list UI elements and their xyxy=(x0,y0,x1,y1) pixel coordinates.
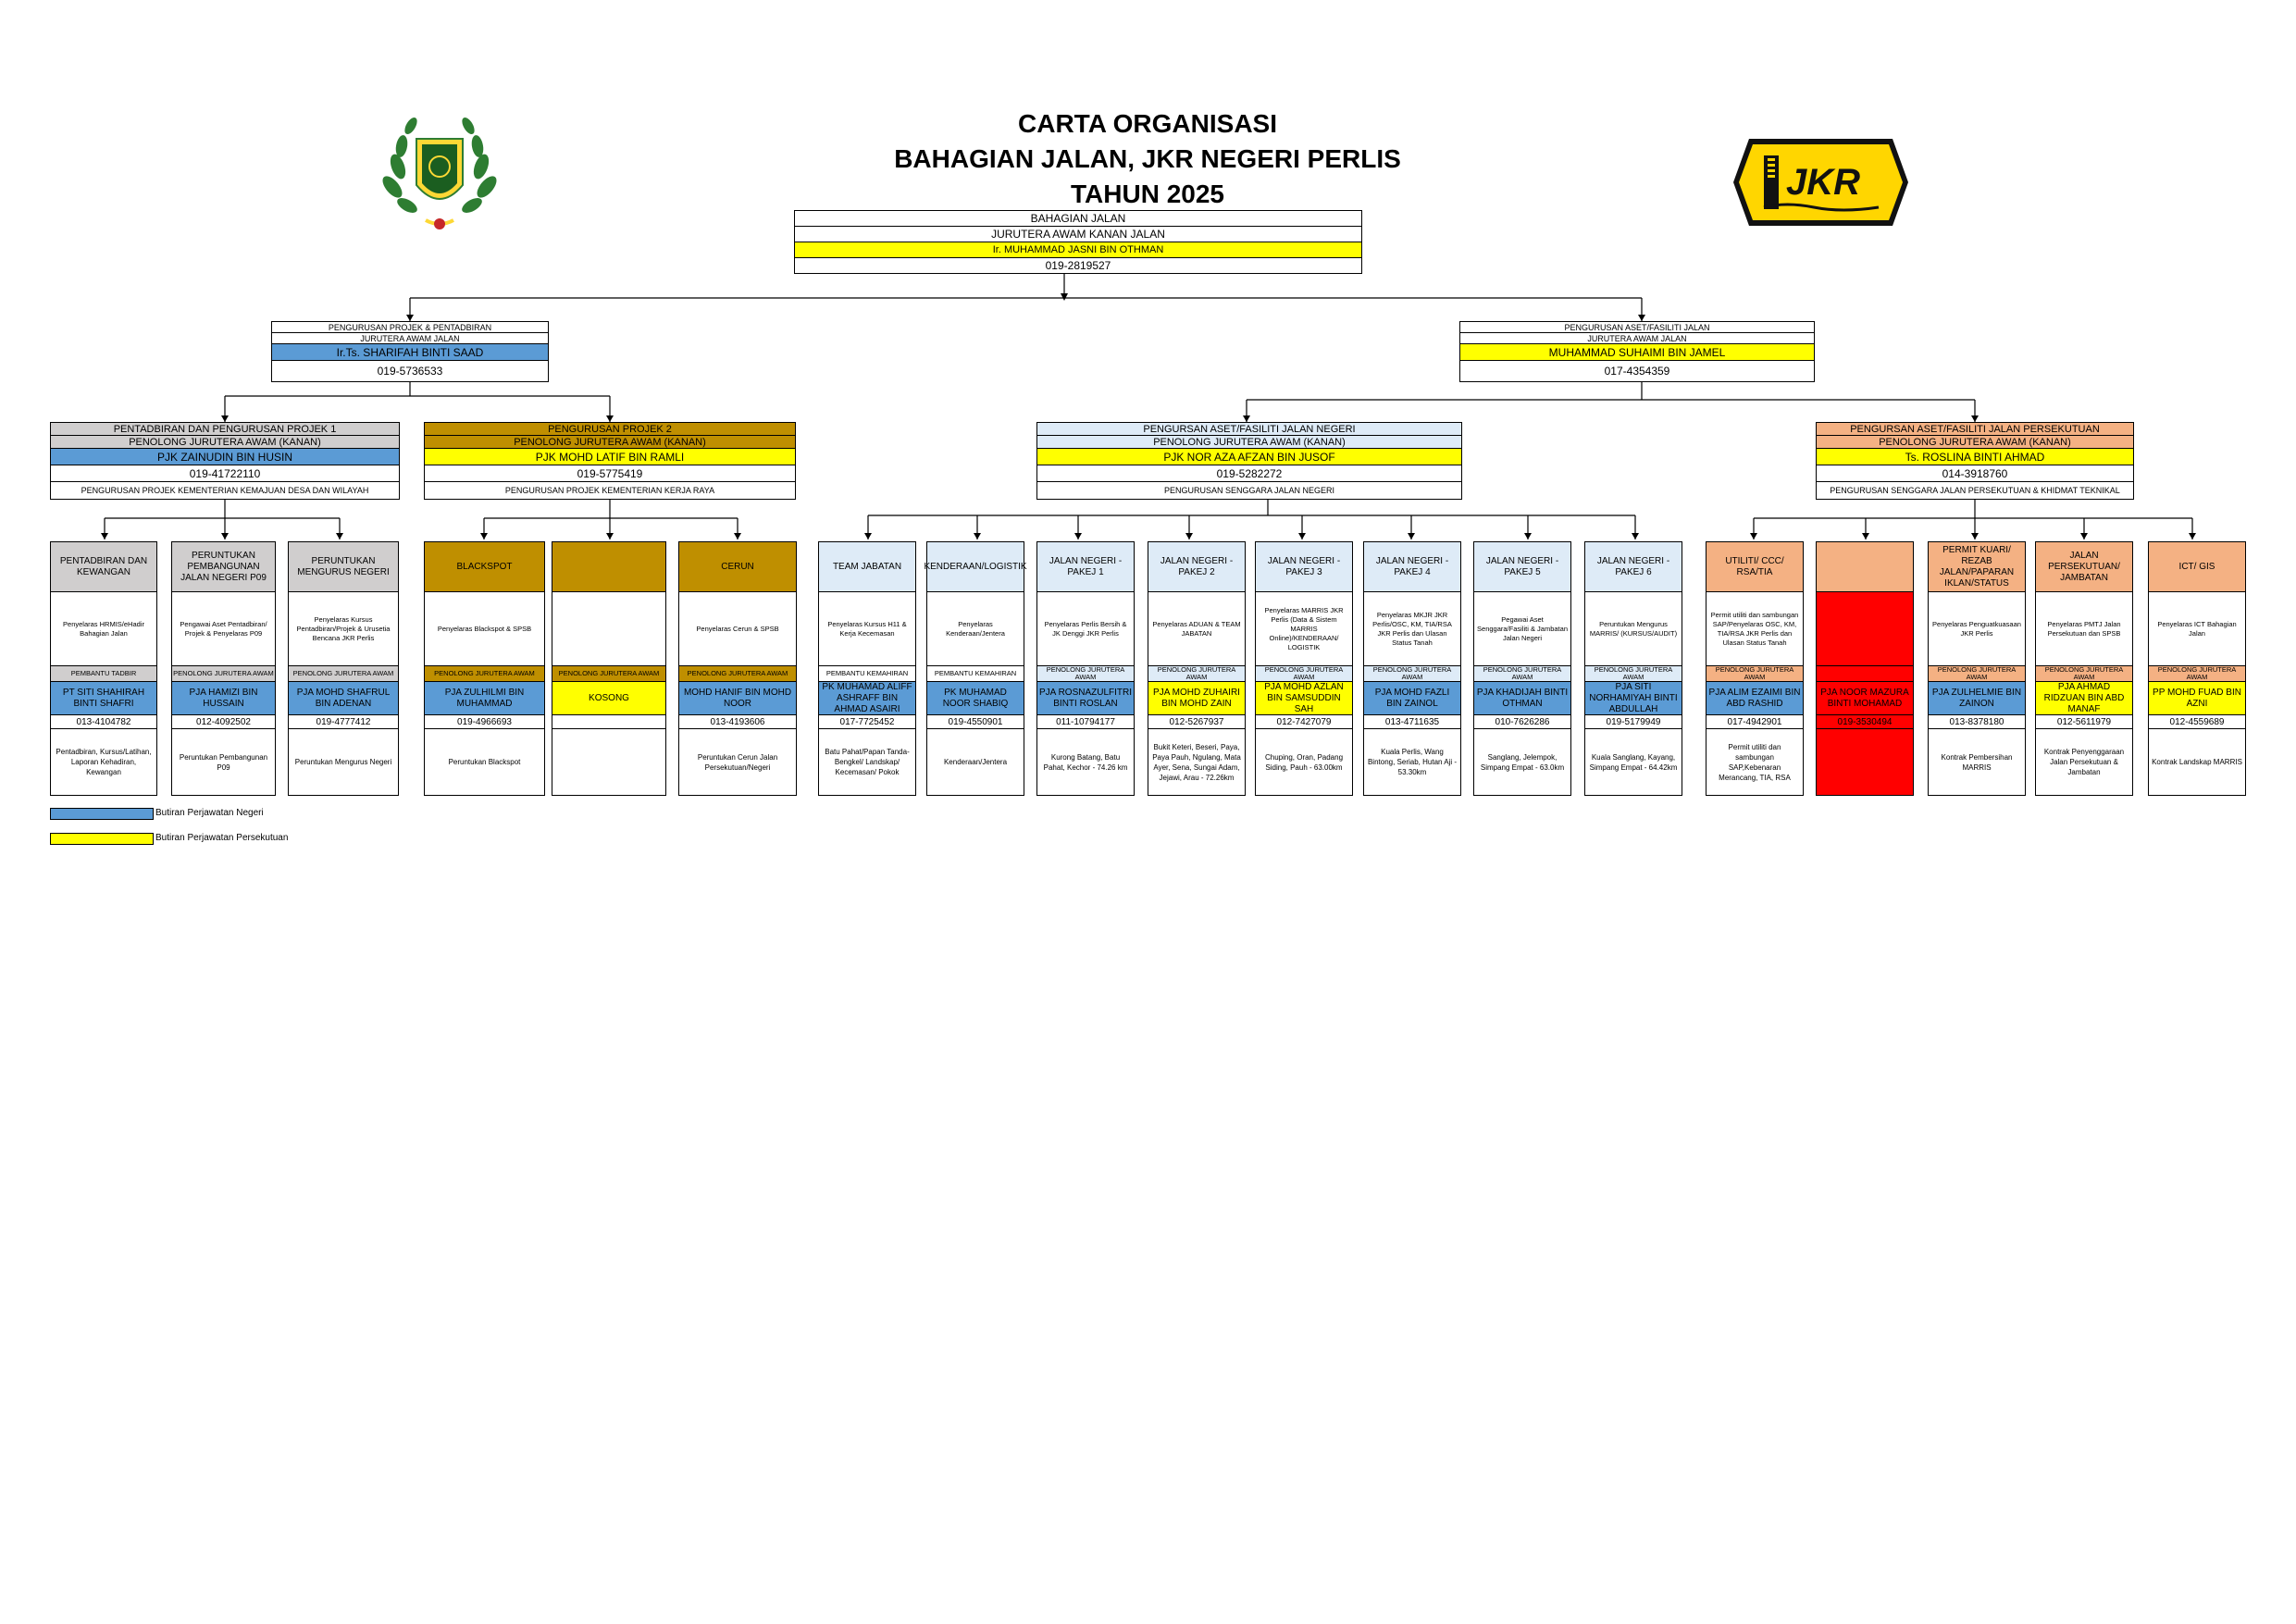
level3-box-jalan-negeri xyxy=(1036,422,1462,500)
column-description: Penyelaras Cerun & SPSB xyxy=(679,592,796,666)
column-post-title: PENOLONG JURUTERA AWAM xyxy=(2149,666,2245,682)
position-column xyxy=(50,541,157,796)
level3-name: PJK ZAINUDIN BIN HUSIN xyxy=(51,449,399,465)
column-phone: 013-4711635 xyxy=(1364,715,1460,729)
column-post-title: PENOLONG JURUTERA AWAM xyxy=(1474,666,1570,682)
chart-title-line1: CARTA ORGANISASI xyxy=(1018,109,1277,138)
column-area: Batu Pahat/Papan Tanda-Bengkel/ Landskap/ Kecemasan/ Pokok xyxy=(819,729,915,795)
column-description: Penyelaras Penguatkuasaan JKR Perlis xyxy=(1929,592,2025,666)
column-officer-name: KOSONG xyxy=(552,682,665,715)
top-name: Ir. MUHAMMAD JASNI BIN OTHMAN xyxy=(795,242,1361,258)
column-heading: PERMIT KUARI/ REZAB JALAN/PAPARAN IKLAN/STATUS xyxy=(1929,542,2025,592)
position-column xyxy=(288,541,399,796)
column-heading: JALAN NEGERI - PAKEJ 5 xyxy=(1474,542,1570,592)
level3-phone: 019-5282272 xyxy=(1037,465,1461,482)
column-description: Penyelaras HRMIS/eHadir Bahagian Jalan xyxy=(51,592,156,666)
column-post-title: PENOLONG JURUTERA AWAM xyxy=(289,666,398,682)
column-description xyxy=(552,592,665,666)
column-phone: 019-4550901 xyxy=(927,715,1024,729)
column-heading: PERUNTUKAN PEMBANGUNAN JALAN NEGERI P09 xyxy=(172,542,275,592)
chart-title-line3: TAHUN 2025 xyxy=(1071,180,1224,208)
column-post-title xyxy=(1817,666,1913,682)
column-description: Pegawai Aset Senggara/Fasiliti & Jambatan Jalan Negeri xyxy=(1474,592,1570,666)
position-column xyxy=(1363,541,1461,796)
column-phone: 011-10794177 xyxy=(1037,715,1134,729)
column-area: Sanglang, Jelempok, Simpang Empat - 63.0km xyxy=(1474,729,1570,795)
level2-unit: PENGURUSAN PROJEK & PENTADBIRAN xyxy=(272,322,548,333)
legend-label-persekutuan: Butiran Perjawatan Persekutuan xyxy=(155,833,289,843)
level3-name: Ts. ROSLINA BINTI AHMAD xyxy=(1817,449,2133,465)
level3-note: PENGURUSAN SENGGARA JALAN NEGERI xyxy=(1037,482,1461,498)
column-description: Penyelaras Perlis Bersih & JK Denggi JKR Perlis xyxy=(1037,592,1134,666)
column-description: Penyelaras MARRIS JKR Perlis (Data & Sistem MARRIS Online)/KENDERAAN/ LOGISTIK xyxy=(1256,592,1352,666)
column-heading: PERUNTUKAN MENGURUS NEGERI xyxy=(289,542,398,592)
column-officer-name: PJA NOOR MAZURA BINTI MOHAMAD xyxy=(1817,682,1913,715)
level2-name: MUHAMMAD SUHAIMI BIN JAMEL xyxy=(1460,344,1814,361)
column-heading: JALAN NEGERI - PAKEJ 4 xyxy=(1364,542,1460,592)
column-phone: 019-4777412 xyxy=(289,715,398,729)
column-heading xyxy=(552,542,665,592)
column-post-title: PENOLONG JURUTERA AWAM xyxy=(425,666,544,682)
column-post-title: PEMBANTU KEMAHIRAN xyxy=(927,666,1024,682)
level2-name: Ir.Ts. SHARIFAH BINTI SAAD xyxy=(272,344,548,361)
column-officer-name: PK MUHAMAD ALIFF ASHRAFF BIN AHMAD ASAIRI xyxy=(819,682,915,715)
position-column xyxy=(1816,541,1914,796)
column-description: Penyelaras Kursus H11 & Kerja Kecemasan xyxy=(819,592,915,666)
column-area: Kuala Sanglang, Kayang, Simpang Empat - 64.42km xyxy=(1585,729,1682,795)
column-officer-name: PJA ZULHELMIE BIN ZAINON xyxy=(1929,682,2025,715)
position-column xyxy=(1584,541,1682,796)
position-column xyxy=(678,541,797,796)
column-area: Pentadbiran, Kursus/Latihan, Laporan Kehadiran, Kewangan xyxy=(51,729,156,795)
level3-unit: PENGURUSAN PROJEK 2 xyxy=(425,423,795,436)
level2-box-projek xyxy=(271,321,549,382)
column-heading: JALAN NEGERI - PAKEJ 6 xyxy=(1585,542,1682,592)
column-area: Peruntukan Mengurus Negeri xyxy=(289,729,398,795)
column-officer-name: PJA HAMIZI BIN HUSSAIN xyxy=(172,682,275,715)
position-column xyxy=(1706,541,1804,796)
column-phone xyxy=(552,715,665,729)
level3-phone: 019-41722110 xyxy=(51,465,399,482)
column-area: Kontrak Penyenggaraan Jalan Persekutuan & Jambatan xyxy=(2036,729,2132,795)
column-area: Bukit Keteri, Beseri, Paya, Paya Pauh, Ngulang, Mata Ayer, Sena, Sungai Adam, Jejawi, Arau - 72.26km xyxy=(1148,729,1245,795)
column-description: Penyelaras Blackspot & SPSB xyxy=(425,592,544,666)
level3-title: PENOLONG JURUTERA AWAM (KANAN) xyxy=(425,436,795,449)
level2-phone: 019-5736533 xyxy=(272,361,548,380)
column-post-title: PENOLONG JURUTERA AWAM xyxy=(1585,666,1682,682)
top-phone: 019-2819527 xyxy=(795,258,1361,273)
column-description: Penyelaras MKJR JKR Perlis/OSC, KM, TIA/RSA JKR Perlis dan Ulasan Status Tanah xyxy=(1364,592,1460,666)
level2-phone: 017-4354359 xyxy=(1460,361,1814,380)
column-officer-name: PJA ZULHILMI BIN MUHAMMAD xyxy=(425,682,544,715)
column-heading: JALAN PERSEKUTUAN/ JAMBATAN xyxy=(2036,542,2132,592)
column-officer-name: PJA MOHD ZUHAIRI BIN MOHD ZAIN xyxy=(1148,682,1245,715)
level3-title: PENOLONG JURUTERA AWAM (KANAN) xyxy=(51,436,399,449)
legend-swatch-negeri xyxy=(50,808,154,820)
column-area xyxy=(552,729,665,795)
column-description: Pengawai Aset Pentadbiran/ Projek & Penyelaras P09 xyxy=(172,592,275,666)
column-heading: PENTADBIRAN DAN KEWANGAN xyxy=(51,542,156,592)
level3-title: PENOLONG JURUTERA AWAM (KANAN) xyxy=(1817,436,2133,449)
column-officer-name: PP MOHD FUAD BIN AZNI xyxy=(2149,682,2245,715)
jkr-logo-icon xyxy=(1731,128,1911,237)
column-post-title: PENOLONG JURUTERA AWAM xyxy=(172,666,275,682)
column-officer-name: PJA MOHD SHAFRUL BIN ADENAN xyxy=(289,682,398,715)
top-title: JURUTERA AWAM KANAN JALAN xyxy=(795,227,1361,242)
column-post-title: PENOLONG JURUTERA AWAM xyxy=(1037,666,1134,682)
column-officer-name: MOHD HANIF BIN MOHD NOOR xyxy=(679,682,796,715)
level3-phone: 014-3918760 xyxy=(1817,465,2133,482)
column-post-title: PENOLONG JURUTERA AWAM xyxy=(1706,666,1803,682)
legend-swatch-persekutuan xyxy=(50,833,154,845)
position-column xyxy=(1036,541,1135,796)
column-heading: BLACKSPOT xyxy=(425,542,544,592)
level3-unit: PENTADBIRAN DAN PENGURUSAN PROJEK 1 xyxy=(51,423,399,436)
column-phone: 019-4966693 xyxy=(425,715,544,729)
top-unit: BAHAGIAN JALAN xyxy=(795,211,1361,227)
level3-box-jalan-persekutuan xyxy=(1816,422,2134,500)
top-position-box xyxy=(794,210,1362,274)
column-phone: 019-3530494 xyxy=(1817,715,1913,729)
position-column xyxy=(171,541,276,796)
perlis-crest-icon xyxy=(379,111,500,236)
position-column xyxy=(1473,541,1571,796)
column-phone: 017-4942901 xyxy=(1706,715,1803,729)
column-post-title: PENOLONG JURUTERA AWAM xyxy=(1929,666,2025,682)
column-officer-name: PJA ALIM EZAIMI BIN ABD RASHID xyxy=(1706,682,1803,715)
column-officer-name: PJA SITI NORHAMIYAH BINTI ABDULLAH xyxy=(1585,682,1682,715)
level3-unit: PENGURSAN ASET/FASILITI JALAN PERSEKUTUAN xyxy=(1817,423,2133,436)
column-area: Kenderaan/Jentera xyxy=(927,729,1024,795)
level3-name: PJK MOHD LATIF BIN RAMLI xyxy=(425,449,795,465)
chart-title-line2: BAHAGIAN JALAN, JKR NEGERI PERLIS xyxy=(894,144,1401,173)
column-area: Peruntukan Pembangunan P09 xyxy=(172,729,275,795)
level3-phone: 019-5775419 xyxy=(425,465,795,482)
column-description: Penyelaras Kursus Pentadbiran/Projek & Urusetia Bencana JKR Perlis xyxy=(289,592,398,666)
column-post-title: PEMBANTU TADBIR xyxy=(51,666,156,682)
column-description xyxy=(1817,592,1913,666)
column-area: Kurong Batang, Batu Pahat, Kechor - 74.26 km xyxy=(1037,729,1134,795)
column-phone: 013-4104782 xyxy=(51,715,156,729)
position-column xyxy=(1928,541,2026,796)
column-phone: 019-5179949 xyxy=(1585,715,1682,729)
column-post-title: PENOLONG JURUTERA AWAM xyxy=(679,666,796,682)
column-phone: 012-4559689 xyxy=(2149,715,2245,729)
column-officer-name: PJA MOHD AZLAN BIN SAMSUDDIN SAH xyxy=(1256,682,1352,715)
legend-label-negeri: Butiran Perjawatan Negeri xyxy=(155,808,264,818)
column-officer-name: PT SITI SHAHIRAH BINTI SHAFRI xyxy=(51,682,156,715)
column-area: Kontrak Pembersihan MARRIS xyxy=(1929,729,2025,795)
column-phone: 012-5611979 xyxy=(2036,715,2132,729)
column-phone: 012-5267937 xyxy=(1148,715,1245,729)
column-post-title: PEMBANTU KEMAHIRAN xyxy=(819,666,915,682)
level2-box-aset xyxy=(1459,321,1815,382)
column-heading: ICT/ GIS xyxy=(2149,542,2245,592)
column-phone: 017-7725452 xyxy=(819,715,915,729)
column-description: Penyelaras ADUAN & TEAM JABATAN xyxy=(1148,592,1245,666)
column-post-title: PENOLONG JURUTERA AWAM xyxy=(552,666,665,682)
column-post-title: PENOLONG JURUTERA AWAM xyxy=(1364,666,1460,682)
level3-box-projek1 xyxy=(50,422,400,500)
column-area: Chuping, Oran, Padang Siding, Pauh - 63.00km xyxy=(1256,729,1352,795)
column-phone: 012-7427079 xyxy=(1256,715,1352,729)
column-phone: 013-8378180 xyxy=(1929,715,2025,729)
column-officer-name: PJA ROSNAZULFITRI BINTI ROSLAN xyxy=(1037,682,1134,715)
column-description: Penyelaras ICT Bahagian Jalan xyxy=(2149,592,2245,666)
column-description: Peruntukan Mengurus MARRIS/ (KURSUS/AUDIT) xyxy=(1585,592,1682,666)
position-column xyxy=(552,541,666,796)
column-description: Penyelaras PMTJ Jalan Persekutuan dan SPSB xyxy=(2036,592,2132,666)
column-phone: 010-7626286 xyxy=(1474,715,1570,729)
level3-name: PJK NOR AZA AFZAN BIN JUSOF xyxy=(1037,449,1461,465)
column-heading: KENDERAAN/LOGISTIK xyxy=(927,542,1024,592)
column-heading: JALAN NEGERI - PAKEJ 1 xyxy=(1037,542,1134,592)
position-column xyxy=(2035,541,2133,796)
column-area: Peruntukan Cerun Jalan Persekutuan/Negeri xyxy=(679,729,796,795)
level3-box-projek2 xyxy=(424,422,796,500)
column-area: Permit utiliti dan sambungan SAP,Kebenaran Merancang, TIA, RSA xyxy=(1706,729,1803,795)
position-column xyxy=(1148,541,1246,796)
position-column xyxy=(818,541,916,796)
column-officer-name: PJA AHMAD RIDZUAN BIN ABD MANAF xyxy=(2036,682,2132,715)
level3-unit: PENGURSAN ASET/FASILITI JALAN NEGERI xyxy=(1037,423,1461,436)
column-heading: JALAN NEGERI - PAKEJ 3 xyxy=(1256,542,1352,592)
column-post-title: PENOLONG JURUTERA AWAM xyxy=(2036,666,2132,682)
jkr-logo-text: JKR xyxy=(1786,162,1861,203)
level2-title: JURUTERA AWAM JALAN xyxy=(272,333,548,344)
column-area: Peruntukan Blackspot xyxy=(425,729,544,795)
level3-note: PENGURUSAN PROJEK KEMENTERIAN KEMAJUAN DESA DAN WILAYAH xyxy=(51,482,399,498)
column-phone: 013-4193606 xyxy=(679,715,796,729)
column-heading: CERUN xyxy=(679,542,796,592)
column-heading: JALAN NEGERI - PAKEJ 2 xyxy=(1148,542,1245,592)
column-officer-name: PJA KHADIJAH BINTI OTHMAN xyxy=(1474,682,1570,715)
column-post-title: PENOLONG JURUTERA AWAM xyxy=(1256,666,1352,682)
column-area: Kontrak Landskap MARRIS xyxy=(2149,729,2245,795)
column-area: Kuala Perlis, Wang Bintong, Seriab, Hutan Aji - 53.30km xyxy=(1364,729,1460,795)
column-heading: TEAM JABATAN xyxy=(819,542,915,592)
position-column xyxy=(2148,541,2246,796)
column-heading xyxy=(1817,542,1913,592)
column-post-title: PENOLONG JURUTERA AWAM xyxy=(1148,666,1245,682)
column-phone: 012-4092502 xyxy=(172,715,275,729)
level3-note: PENGURUSAN SENGGARA JALAN PERSEKUTUAN & KHIDMAT TEKNIKAL xyxy=(1817,482,2133,498)
level3-title: PENOLONG JURUTERA AWAM (KANAN) xyxy=(1037,436,1461,449)
column-officer-name: PJA MOHD FAZLI BIN ZAINOL xyxy=(1364,682,1460,715)
level2-title: JURUTERA AWAM JALAN xyxy=(1460,333,1814,344)
position-column xyxy=(424,541,545,796)
position-column xyxy=(1255,541,1353,796)
position-column xyxy=(924,541,1027,796)
column-officer-name: PK MUHAMAD NOOR SHABIQ xyxy=(927,682,1024,715)
column-description: Permit utiliti dan sambungan SAP/Penyelaras OSC, KM, TIA/RSA JKR Perlis dan Ulasan Status Tanah xyxy=(1706,592,1803,666)
column-heading: UTILITI/ CCC/ RSA/TIA xyxy=(1706,542,1803,592)
level3-note: PENGURUSAN PROJEK KEMENTERIAN KERJA RAYA xyxy=(425,482,795,498)
column-description: Penyelaras Kenderaan/Jentera xyxy=(927,592,1024,666)
column-area xyxy=(1817,729,1913,795)
level2-unit: PENGURUSAN ASET/FASILITI JALAN xyxy=(1460,322,1814,333)
